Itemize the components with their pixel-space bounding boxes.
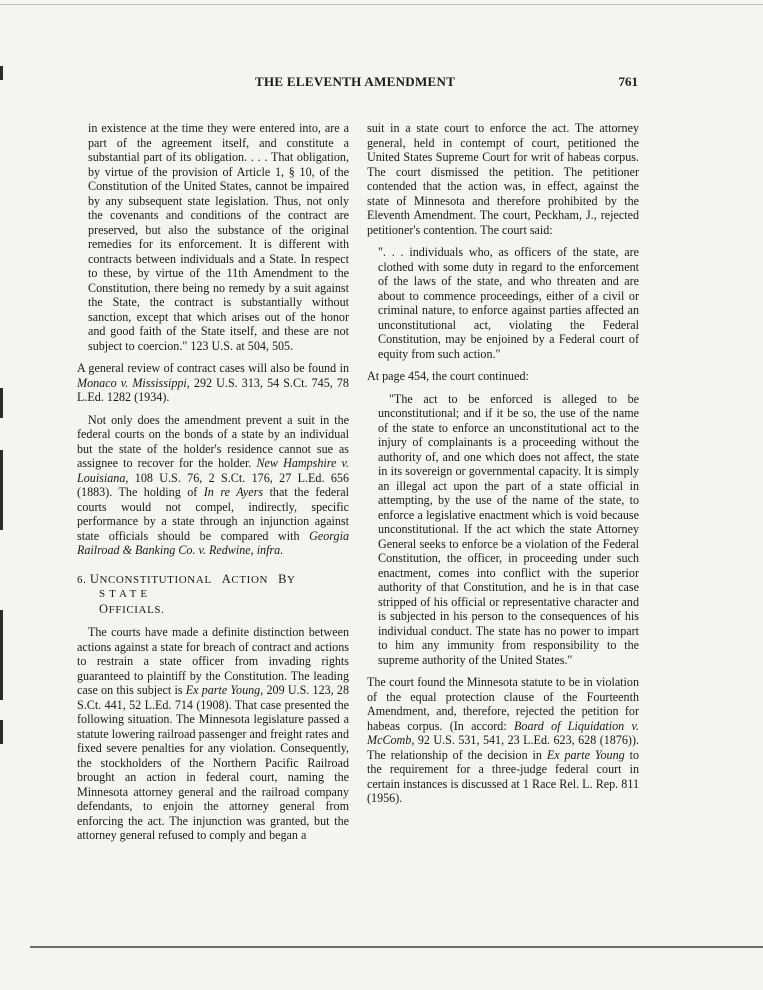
case-citation: Board of Liquidation v. McComb, [367, 718, 640, 747]
scan-bottom-rule [30, 946, 763, 948]
scan-edge-mark [0, 610, 3, 700]
heading-word: STATE [99, 588, 152, 600]
text-run: Not only does the amendment prevent a suit in the federal courts on the bonds of a state by an individual but the state of the holder's residence cannot sue as assignee to recover for the holder. [77, 412, 349, 470]
text-run: The courts have made a definite distinction between actions against a state for breach of contract and actions to restrain a state officer from invading rights guaranteed to plaintiff by the Constitution. The leading case on this subject is [77, 625, 349, 697]
heading-word: NCONSTITUTIONAL [99, 573, 212, 586]
block-quote-court: ". . . individuals who, as officers of the state, are clothed with some duty in regard to the enforcement of the laws of the state, and who threaten and are about to commence proceedings, either of a civil or criminal nature, to enforce against parties affected an unconstitutional act, violating the Federal Constitution, may be enjoined by a Federal court of equity from such action." [378, 245, 639, 361]
case-citation: Ex parte Young [546, 747, 625, 762]
heading-initial: U [89, 571, 100, 586]
heading-initial: A [221, 571, 232, 586]
heading-word: Y [287, 573, 296, 586]
paragraph-court-found [367, 675, 639, 806]
heading-initial: O [99, 601, 109, 616]
case-citation: Georgia Railroad & Banking Co. v. Redwine, infra. [77, 528, 349, 557]
scan-edge-mark [0, 450, 3, 530]
paragraph-contract-review [77, 361, 349, 405]
block-quote-court-continued: "The act to be enforced is alleged to be unconstitutional; and if it be so, the use of the name of the state to enforce an unconstitutional act to the injury of complainants is a proceeding without the authority of, and one which does not affect, the state in its sovereign or governmental capacity. It is simply an illegal act upon the part of a state official in attempting, by the use of the name of the state, to enforce a legislative enactment which is void because unconstitutional. If the act which the state Attorney General seeks to enforce be a violation of the Federal Constitution, the officer, in proceeding under such enactment, comes into conflict with the superior authority of that Constitution, and he is in that case stripped of his official or representative character and is subjected in his person to the consequences of his individual conduct. The state has no power to impart to him any immunity from responsibility to the supreme authority of the United States." [378, 391, 639, 667]
paragraph-page-454: At page 454, the court continued: [367, 369, 529, 383]
scan-edge-mark [0, 388, 3, 418]
case-citation: Monaco v. Mississippi, [77, 375, 190, 390]
heading-word: FFICIALS. [108, 603, 165, 616]
text-run: The court found the Minnesota statute to be in violation of the equal protection clause of the Fourteenth Amendment, and, therefore, rejected the petition for habeas corpus. (In accord: [367, 675, 639, 733]
paragraph-ex-parte-young [77, 625, 349, 843]
right-column [367, 121, 639, 806]
text-run: to the requirement for a three-judge federal court in certain instances is discussed at 1 Race Rel. L. Rep. 811 (1956). [367, 747, 639, 805]
heading-initial: B [278, 571, 288, 586]
page-header [80, 74, 640, 92]
text-run: 292 U.S. 313, 54 S.Ct. 745, 78 L.Ed. 1282 (1934). [77, 375, 349, 404]
running-title: THE ELEVENTH AMENDMENT [255, 74, 456, 89]
paragraph-state-bonds [77, 413, 349, 558]
scan-top-border [0, 4, 763, 5]
text-run: A general review of contract cases will also be found in [77, 361, 349, 375]
scan-edge-mark [0, 720, 3, 744]
case-citation: Ex parte Young, [185, 683, 264, 697]
case-citation: In re Ayers [203, 485, 264, 499]
scan-edge-mark [0, 66, 3, 80]
text-run: 92 U.S. 531, 541, 23 L.Ed. 623, 628 (1876)). The relationship of the decision in [367, 733, 639, 762]
text-run: that the federal courts would not compel, indirectly, specific performance by a state through an injunction against state officials should be compared with [77, 485, 349, 543]
paragraph-continuation: suit in a state court to enforce the act. The attorney general, held in contempt of court, petitioned the United States Supreme Court for writ of habeas corpus. The court dismissed the petition. The petitioner contended that the action was, in effect, against the state of Minnesota and therefore prohibited by the Eleventh Amendment. The court, Peckham, J., rejected petitioner's contention. The court said: [367, 121, 639, 237]
heading-number: 6. [77, 573, 90, 586]
quote-continuation: in existence at the time they were entered into, are a part of the agreement itself, and constitute a substantial part of its obligation. . . . That obligation, by virtue of the provision of Article 1, § 10, of the Constitution of the United States, cannot be impaired by any subsequent state legislation. Thus, not only the covenants and conditions of the contract are preserved, but also the substance of the original remedies for its enforcement. It is different with contracts between individuals and a State. In respect to these, by virtue of the 11th Amendment to the Constitution, there being no remedy by a suit against the State, the contract is substantially without sanction, except that which arises out of the honor and good faith of the State itself, and these are not subject to coercion." 123 U.S. at 504, 505. [88, 121, 349, 353]
heading-word: CTION [231, 573, 269, 586]
case-citation: New Hampshire v. Louisiana, [77, 456, 349, 485]
left-column [77, 121, 349, 843]
page-number: 761 [618, 74, 638, 89]
text-run: 108 U.S. 76, 2 S.Ct. 176, 27 L.Ed. 656 (1883). The holding of [77, 470, 349, 499]
section-heading [77, 572, 349, 618]
text-run: 209 U.S. 123, 28 S.Ct. 441, 52 L.Ed. 714 (1908). That case presented the following situation. The Minnesota legislature passed a statute lowering railroad passenger and freight rates and fixed severe penalties for any violation. Consequently, the stockholders of the Northern Pacific Railroad brought an action in federal court, naming the Minnesota attorney general and the railroad company defendants, to enjoin the attorney general from enforcing the act. The injunction was granted, but the attorney general refused to comply and began a [77, 683, 349, 842]
